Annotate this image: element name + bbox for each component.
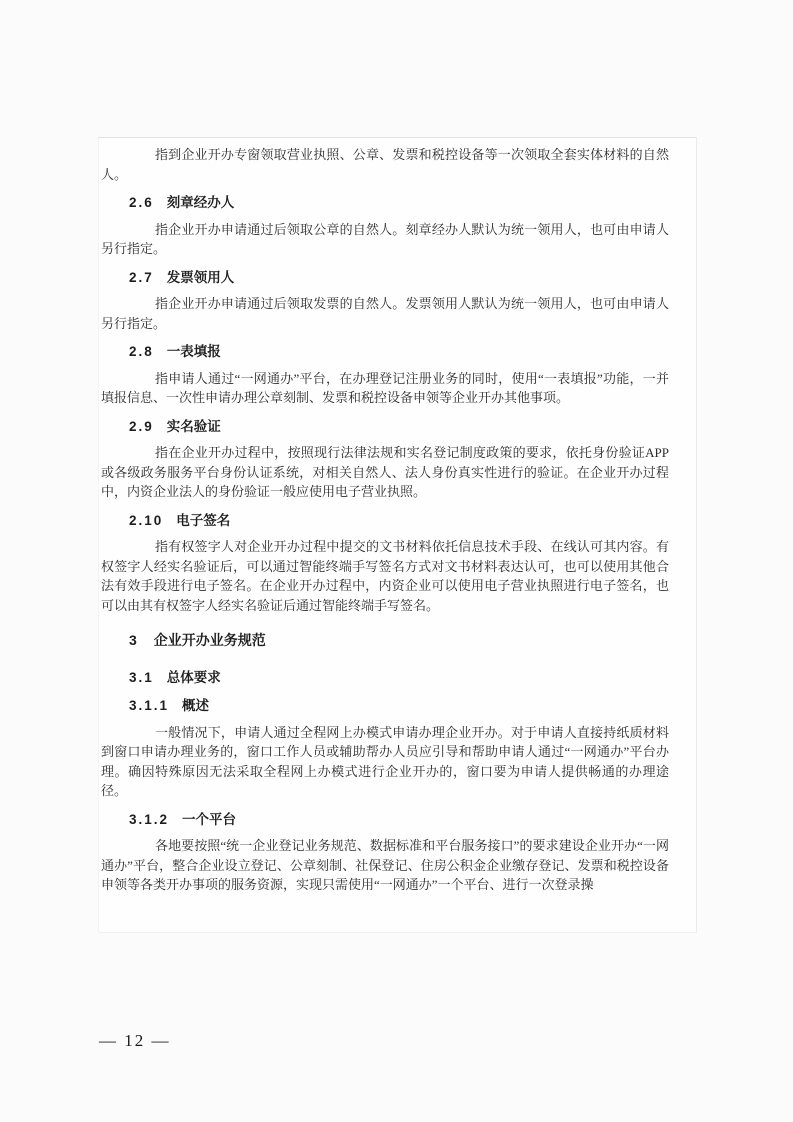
section-heading-2-7 <box>129 268 669 288</box>
section-heading-3-1-1 <box>129 696 669 716</box>
heading-number: 3.1 <box>129 669 154 685</box>
paragraph-overview: 一般情况下，申请人通过全程网上办模式申请办理企业开办。对于申请人直接持纸质材料到窗口申请办理业务的，窗口工作人员或辅助帮办人员应引导和帮助申请人通过“一网通办”平台办理。确因特殊原因无法采取全程网上办模式进行企业开办的，窗口要为申请人提供畅通的办理途径。 <box>101 724 669 798</box>
heading-number: 2.10 <box>129 512 164 528</box>
paragraph-invoice-receiver: 指企业开办申请通过后领取发票的自然人。发票领用人默认为统一领用人，也可由申请人另行指定。 <box>101 296 669 331</box>
heading-number: 3.1.2 <box>129 811 170 827</box>
paragraph-seal-handler: 指企业开办申请通过后领取公章的自然人。刻章经办人默认为统一领用人，也可由申请人另行指定。 <box>101 221 669 256</box>
paragraph-real-name-verification: 指在企业开办过程中，按照现行法律法规和实名登记制度政策的要求，依托身份验证APP或各级政务服务平台身份认证系统，对相关自然人、法人身份真实性进行的验证。在企业开办过程中，内资企业法人的身份验证一般应使用电子营业执照。 <box>101 445 669 499</box>
heading-title: 刻章经办人 <box>166 195 235 210</box>
heading-title: 电子签名 <box>176 512 231 528</box>
section-heading-2-10 <box>129 511 669 531</box>
heading-number: 3 <box>129 632 139 648</box>
section-heading-2-8 <box>129 342 669 362</box>
section-heading-3-1-2 <box>129 810 669 830</box>
heading-title: 企业开办业务规范 <box>153 632 266 648</box>
chapter-heading-3 <box>129 631 669 651</box>
heading-title: 实名验证 <box>166 418 221 434</box>
heading-number: 2.8 <box>129 344 154 359</box>
section-heading-2-6 <box>129 193 669 213</box>
heading-number: 2.7 <box>129 269 154 285</box>
heading-title: 总体要求 <box>166 669 221 685</box>
section-heading-2-9 <box>129 417 669 437</box>
paragraph-one-form-filing: 指申请人通过“一网通办”平台，在办理登记注册业务的同时，使用“一表填报”功能，一并填报信息、一次性申请办理公章刻制、发票和税控设备申领等企业开办其他事项。 <box>101 370 669 405</box>
heading-number: 2.9 <box>129 418 154 434</box>
heading-title: 一个平台 <box>182 811 237 827</box>
scanned-content-area <box>98 137 697 933</box>
heading-title: 发票领用人 <box>166 269 235 285</box>
heading-title: 一表填报 <box>166 344 221 359</box>
heading-number: 2.6 <box>129 195 154 210</box>
page-number: — 12 — <box>99 1031 171 1050</box>
paragraph-one-platform: 各地要按照“统一企业登记业务规范、数据标准和平台服务接口”的要求建设企业开办“一网通办”平台，整合企业设立登记、公章刻制、社保登记、住房公积金企业缴存登记、发票和税控设备申领等各类开办事项的服务资源，实现只需使用“一网通办”一个平台、进行一次登录操 <box>101 838 669 892</box>
heading-number: 3.1.1 <box>129 698 170 713</box>
paragraph-electronic-signature: 指有权签字人对企业开办过程中提交的文书材料依托信息技术手段、在线认可其内容。有权签字人经实名验证后，可以通过智能终端手写签名方式对文书材料表达认可，也可以使用其他合法有效手段进行电子签名。在企业开办过程中，内资企业可以使用电子营业执照进行电子签名，也可以由其有权签字人经实名验证后通过智能终端手写签名。 <box>101 539 669 613</box>
paragraph-prev-section-continuation: 指到企业开办专窗领取营业执照、公章、发票和税控设备等一次领取全套实体材料的自然人。 <box>101 147 669 182</box>
heading-title: 概述 <box>182 698 210 713</box>
section-heading-3-1 <box>129 668 669 688</box>
